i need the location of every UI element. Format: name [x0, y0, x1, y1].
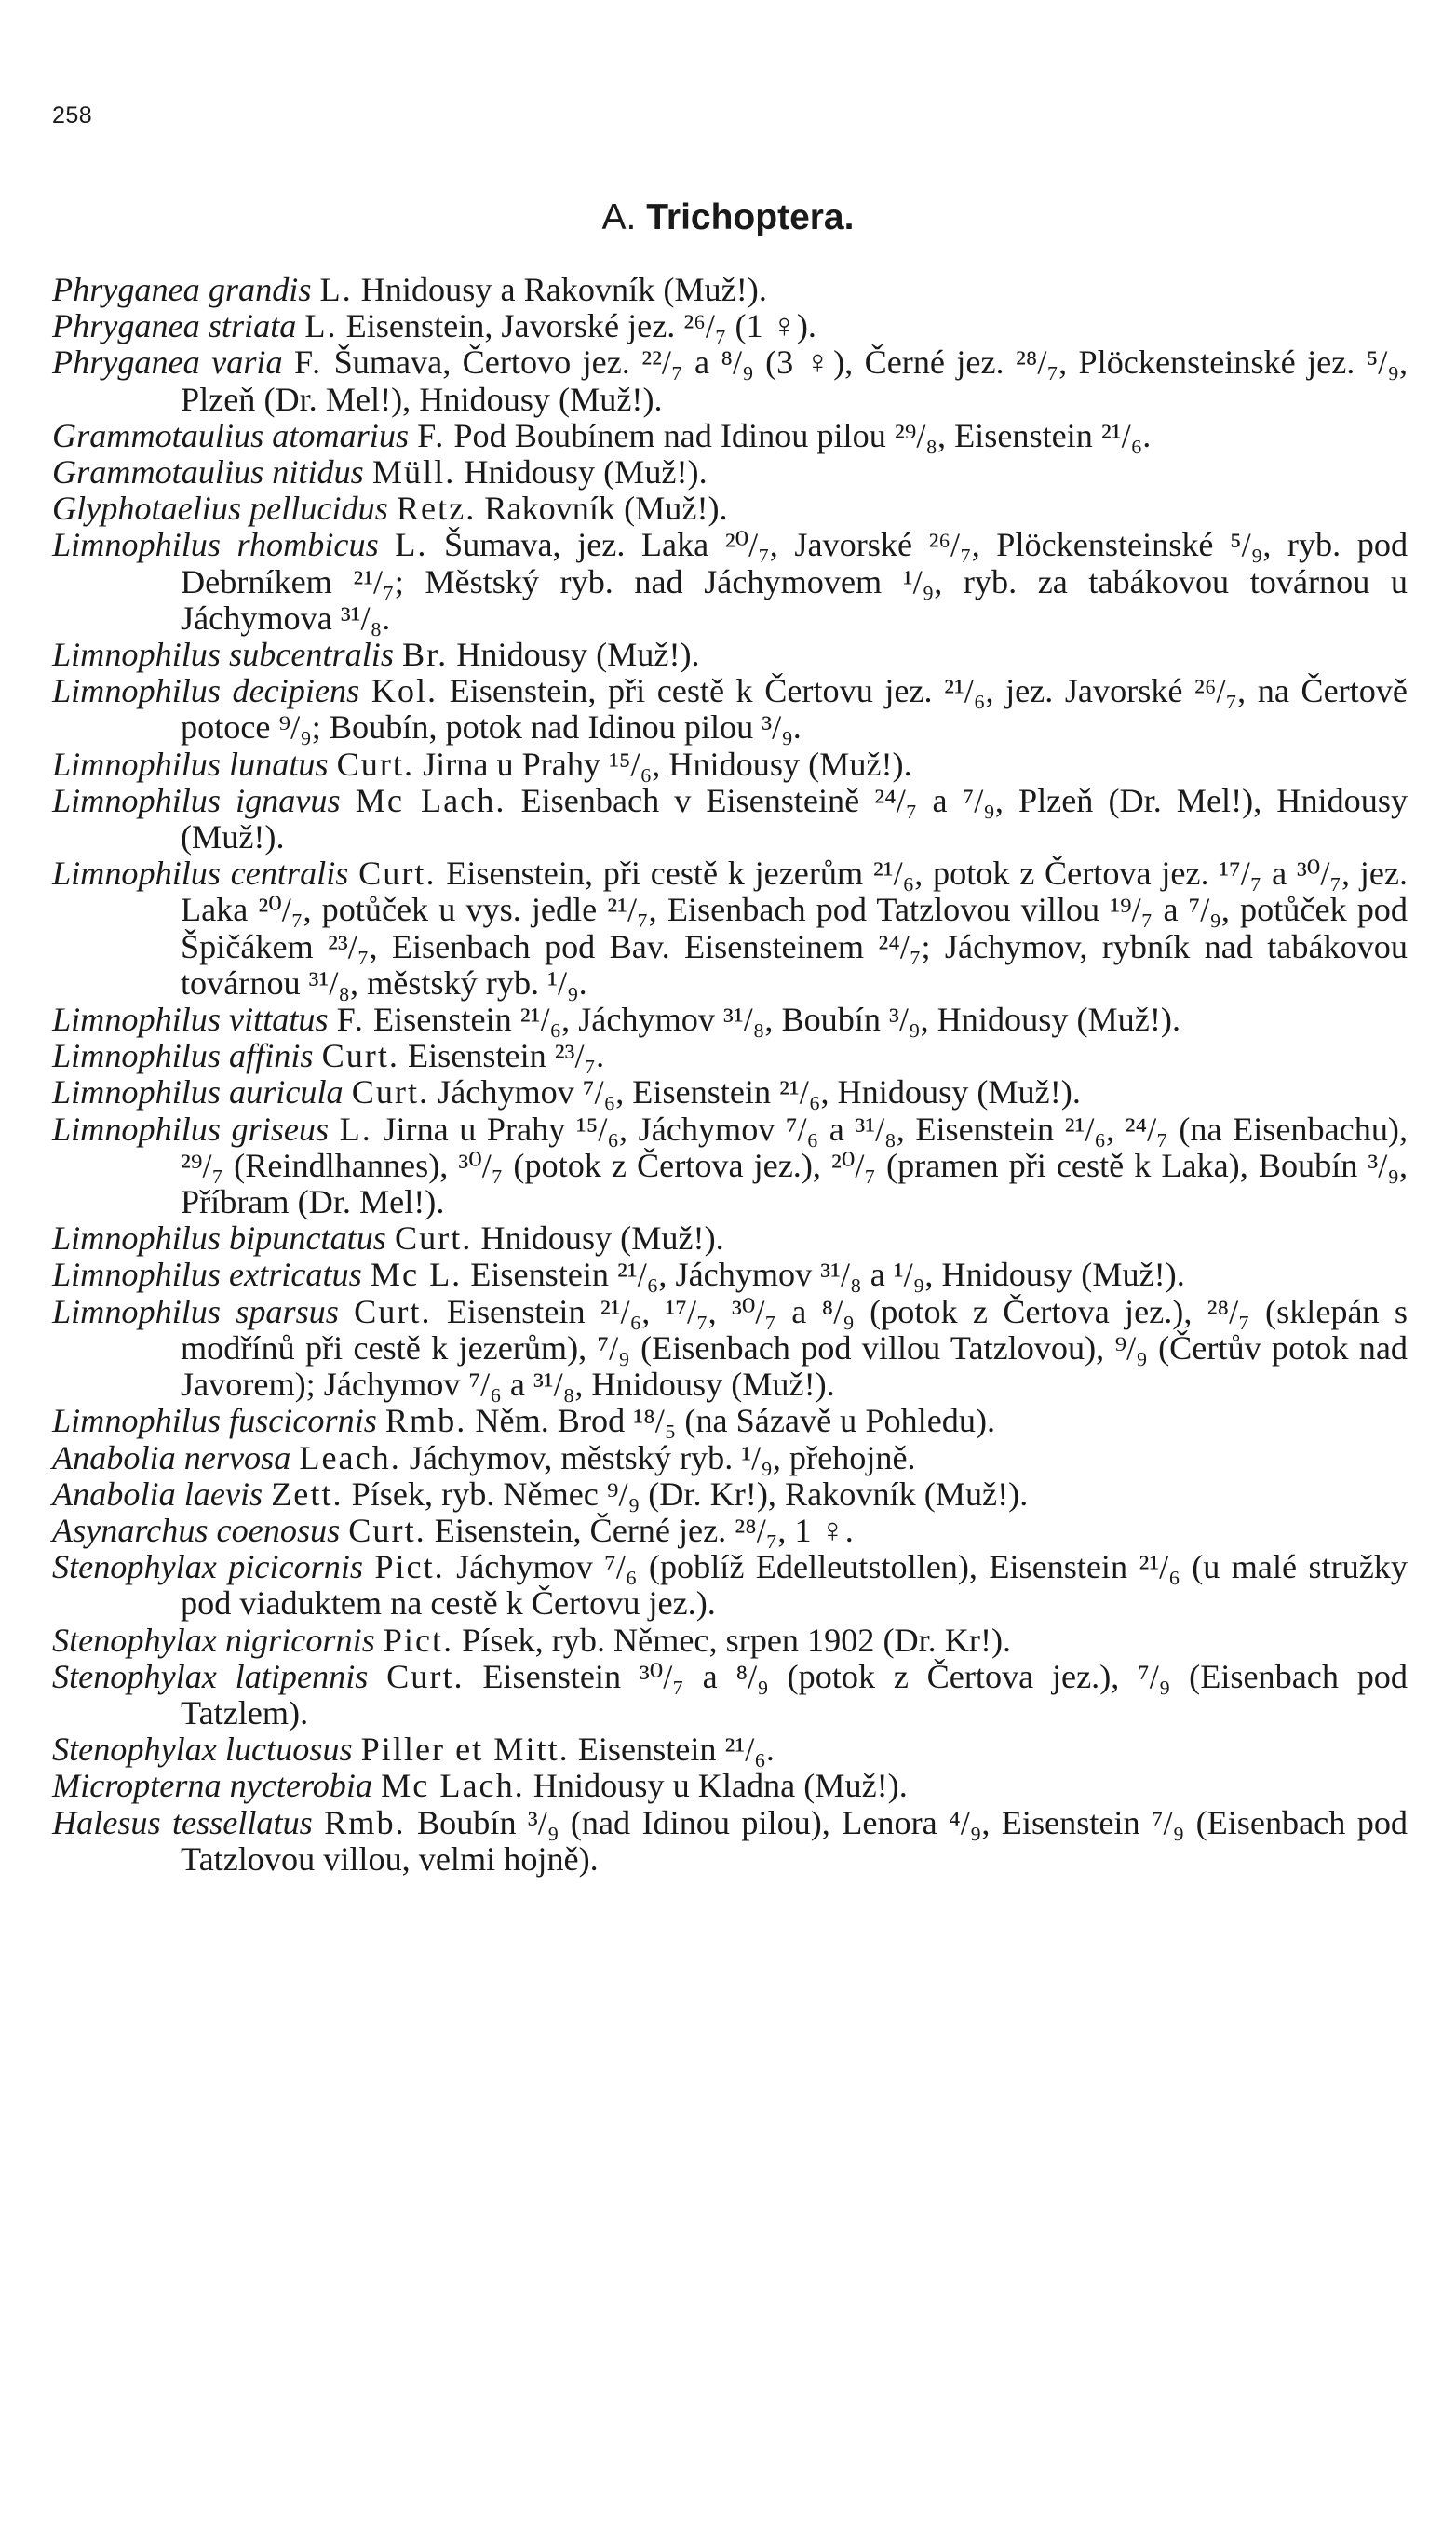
species-entry [52, 783, 1408, 856]
species-localities: Eisenstein ²¹/₆. [577, 1731, 775, 1769]
species-localities: Jáchymov, městský ryb. ¹/₉, přehojně. [409, 1438, 916, 1476]
species-entry [52, 1038, 1408, 1074]
species-localities: Hnidousy (Muž!). [480, 1219, 724, 1258]
species-name: Limnophilus subcentralis [52, 636, 394, 674]
species-name: Stenophylax luctuosus [52, 1731, 353, 1769]
species-entry [52, 1623, 1408, 1659]
species-author: Mc L. [370, 1256, 463, 1294]
species-localities: Eisenstein, při cestě k Čertovu jez. ²¹/₆, jez. Javorské ²⁶/₇, na Čertově potoce ⁹/₉; Boubín, potok nad Idinou pilou ³/₉. [181, 672, 1408, 747]
species-author: Piller et Mitt. [360, 1731, 570, 1769]
species-name: Limnophilus bipunctatus [52, 1219, 386, 1258]
species-author: Leach. [299, 1438, 401, 1476]
species-entry [52, 1002, 1408, 1038]
species-localities: Jirna u Prahy ¹⁵/₆, Hnidousy (Muž!). [423, 745, 912, 783]
species-author: L. [304, 307, 338, 345]
species-entry [52, 1403, 1408, 1439]
species-author: Kol. [371, 672, 438, 710]
species-name: Phryganea striata [52, 307, 297, 345]
species-localities: Eisenbach v Eisensteině ²⁴/₇ a ⁷/₉, Plzeň (Dr. Mel!), Hnidousy (Muž!). [181, 781, 1409, 856]
species-name: Limnophilus fuscicornis [52, 1402, 377, 1440]
species-name: Anabolia laevis [52, 1475, 263, 1513]
species-entry [52, 1731, 1408, 1768]
species-name: Micropterna nycterobia [52, 1767, 373, 1805]
species-entry [52, 1659, 1408, 1731]
species-entry [52, 527, 1408, 637]
species-name: Limnophilus ignavus [52, 781, 341, 819]
species-author: Br. [401, 636, 449, 674]
species-localities: Jáchymov ⁷/₆ (poblíž Edelleutstollen), Eisenstein ²¹/₆ (u malé stružky pod viaduktem na cestě k Čertovu jez.). [181, 1548, 1408, 1623]
species-name: Asynarchus coenosus [52, 1511, 341, 1549]
species-entry [52, 344, 1408, 417]
species-author: L. [395, 526, 428, 564]
species-author: F. [293, 344, 323, 382]
species-list [52, 272, 1408, 1878]
section-prefix: A. [601, 197, 637, 237]
species-name: Glyphotaelius pellucidus [52, 490, 388, 528]
species-author: L. [319, 271, 353, 308]
species-localities: Písek, ryb. Němec, srpen 1902 (Dr. Kr!). [462, 1621, 1012, 1659]
species-entry [52, 1440, 1408, 1476]
species-localities: Eisenstein, Černé jez. ²⁸/₇, 1 ♀. [434, 1511, 854, 1549]
species-localities: Eisenstein ³⁰/₇ a ⁸/₉ (potok z Čertova jez.), ⁷/₉ (Eisenbach pod Tatzlem). [181, 1657, 1408, 1731]
species-entry [52, 1549, 1408, 1622]
species-name: Limnophilus affinis [52, 1037, 314, 1075]
species-entry [52, 1074, 1408, 1111]
species-name: Limnophilus lunatus [52, 745, 329, 783]
species-author: Pict. [374, 1548, 445, 1586]
species-entry [52, 1768, 1408, 1804]
species-name: Limnophilus decipiens [52, 672, 360, 710]
species-author: Mc Lach. [355, 781, 506, 819]
species-localities: Boubín ³/₉ (nad Idinou pilou), Lenora ⁴/₉, Eisenstein ⁷/₉ (Eisenbach pod Tatzlovou villou, velmi hojně). [181, 1803, 1409, 1878]
species-name: Limnophilus griseus [52, 1110, 330, 1148]
species-name: Limnophilus rhombicus [52, 526, 379, 564]
species-author: Retz. [396, 490, 477, 528]
species-author: Rmb. [384, 1402, 467, 1440]
species-localities: Eisenstein ²¹/₆, ¹⁷/₇, ³⁰/₇ a ⁸/₉ (potok z Čertova jez.), ²⁸/₇ (sklepán s modřínů při cestě k jezerům), ⁷/₉ (Eisenbach pod villou Tatzlovou), ⁹/₉ (Čertův potok nad Javorem); Jáchymov ⁷/₆ a ³¹/₈, Hnidousy (Muž!). [181, 1292, 1409, 1404]
species-localities: Šumava, Čertovo jez. ²²/₇ a ⁸/₉ (3 ♀), Černé jez. ²⁸/₇, Plöckensteinské jez. ⁵/₉, Plzeň (Dr. Mel!), Hnidousy (Muž!). [181, 344, 1409, 418]
species-localities: Eisenstein, při cestě k jezerům ²¹/₆, potok z Čertova jez. ¹⁷/₇ a ³⁰/₇, jez. Laka ²⁰/₇, potůček u vys. jedle ²¹/₇, Eisenbach pod Tatzlovou villou ¹⁹/₇ a ⁷/₉, potůček pod Špičákem ²³/₇, Eisenbach pod Bav. Eisensteinem ²⁴/₇; Jáchymov, rybník nad tabákovou továrnou ³¹/₈, městský ryb. ¹/₉. [181, 855, 1408, 1002]
species-entry [52, 747, 1408, 783]
species-entry [52, 1257, 1408, 1293]
species-localities: Hnidousy (Muž!). [456, 636, 700, 674]
species-author: Curt. [351, 1073, 430, 1112]
species-localities: Eisenstein, Javorské jez. ²⁶/₇ (1 ♀). [345, 307, 816, 345]
species-localities: Pod Boubínem nad Idinou pilou ²⁹/₈, Eisenstein ²¹/₆. [453, 416, 1152, 454]
species-author: Curt. [321, 1037, 399, 1075]
species-entry [52, 272, 1408, 308]
species-name: Grammotaulius atomarius [52, 416, 410, 454]
species-localities: Písek, ryb. Němec ⁹/₉ (Dr. Kr!), Rakovník (Muž!). [351, 1475, 1029, 1513]
species-entry [52, 1112, 1408, 1221]
species-localities: Hnidousy (Muž!). [464, 453, 708, 492]
section-name: Trichoptera. [646, 197, 855, 237]
species-entry [52, 308, 1408, 344]
species-author: Mc Lach. [381, 1767, 525, 1805]
species-name: Stenophylax nigricornis [52, 1621, 375, 1659]
species-author: Pict. [383, 1621, 454, 1659]
species-author: F. [417, 416, 446, 454]
species-localities: Jirna u Prahy ¹⁵/₆, Jáchymov ⁷/₆ a ³¹/₈, Eisenstein ²¹/₆, ²⁴/₇ (na Eisenbachu), ²⁹/₇ (Reindlhannes), ³⁰/₇ (potok z Čertova jez.), ²⁰/₇ (pramen při cestě k Laka), Boubín ³/₉, Příbram (Dr. Mel!). [181, 1110, 1409, 1221]
page-number: 258 [52, 102, 93, 128]
species-name: Phryganea varia [52, 344, 283, 382]
species-name: Anabolia nervosa [52, 1438, 291, 1476]
species-localities: Eisenstein ²¹/₆, Jáchymov ³¹/₈ a ¹/₉, Hnidousy (Muž!). [470, 1256, 1185, 1294]
species-localities: Něm. Brod ¹⁸/₅ (na Sázavě u Pohledu). [475, 1402, 996, 1440]
species-name: Stenophylax picicornis [52, 1548, 363, 1586]
species-entry [52, 418, 1408, 454]
species-author: Curt. [394, 1219, 473, 1258]
species-author: Curt. [386, 1657, 465, 1695]
section-title [0, 197, 1456, 238]
species-localities: Šumava, jez. Laka ²⁰/₇, Javorské ²⁶/₇, Plöckensteinské ⁵/₉, ryb. pod Debrníkem ²¹/₇; Městský ryb. nad Jáchymovem ¹/₉, ryb. za tabákovou továrnou u Jáchymova ³¹/₈. [181, 526, 1409, 637]
species-name: Limnophilus centralis [52, 855, 349, 893]
species-entry [52, 454, 1408, 491]
species-name: Grammotaulius nitidus [52, 453, 364, 492]
species-author: L. [339, 1110, 372, 1148]
species-name: Phryganea grandis [52, 271, 312, 308]
species-localities: Hnidousy a Rakovník (Muž!). [360, 271, 767, 308]
species-author: Curt. [336, 745, 415, 783]
species-author: F. [336, 1001, 365, 1039]
species-localities: Hnidousy u Kladna (Muž!). [533, 1767, 908, 1805]
species-entry [52, 1513, 1408, 1549]
species-author: Zett. [271, 1475, 344, 1513]
species-name: Stenophylax latipennis [52, 1657, 369, 1695]
species-author: Rmb. [324, 1803, 406, 1841]
species-localities: Eisenstein ²³/₇. [408, 1037, 605, 1075]
species-name: Limnophilus vittatus [52, 1001, 329, 1039]
species-author: Müll. [371, 453, 456, 492]
species-entry [52, 1220, 1408, 1257]
species-localities: Rakovník (Muž!). [484, 490, 728, 528]
species-name: Limnophilus extricatus [52, 1256, 362, 1294]
species-entry [52, 673, 1408, 746]
species-entry [52, 1476, 1408, 1513]
species-name: Limnophilus auricula [52, 1073, 344, 1112]
species-localities: Jáchymov ⁷/₆, Eisenstein ²¹/₆, Hnidousy (Muž!). [438, 1073, 1081, 1112]
species-entry [52, 637, 1408, 673]
species-entry [52, 491, 1408, 527]
species-author: Curt. [348, 1511, 426, 1549]
species-entry [52, 856, 1408, 1002]
species-author: Curt. [354, 1292, 432, 1330]
species-entry [52, 1805, 1408, 1878]
species-name: Halesus tessellatus [52, 1803, 313, 1841]
species-entry [52, 1294, 1408, 1404]
species-author: Curt. [358, 855, 437, 893]
species-localities: Eisenstein ²¹/₆, Jáchymov ³¹/₈, Boubín ³/₉, Hnidousy (Muž!). [372, 1001, 1180, 1039]
species-name: Limnophilus sparsus [52, 1292, 339, 1330]
